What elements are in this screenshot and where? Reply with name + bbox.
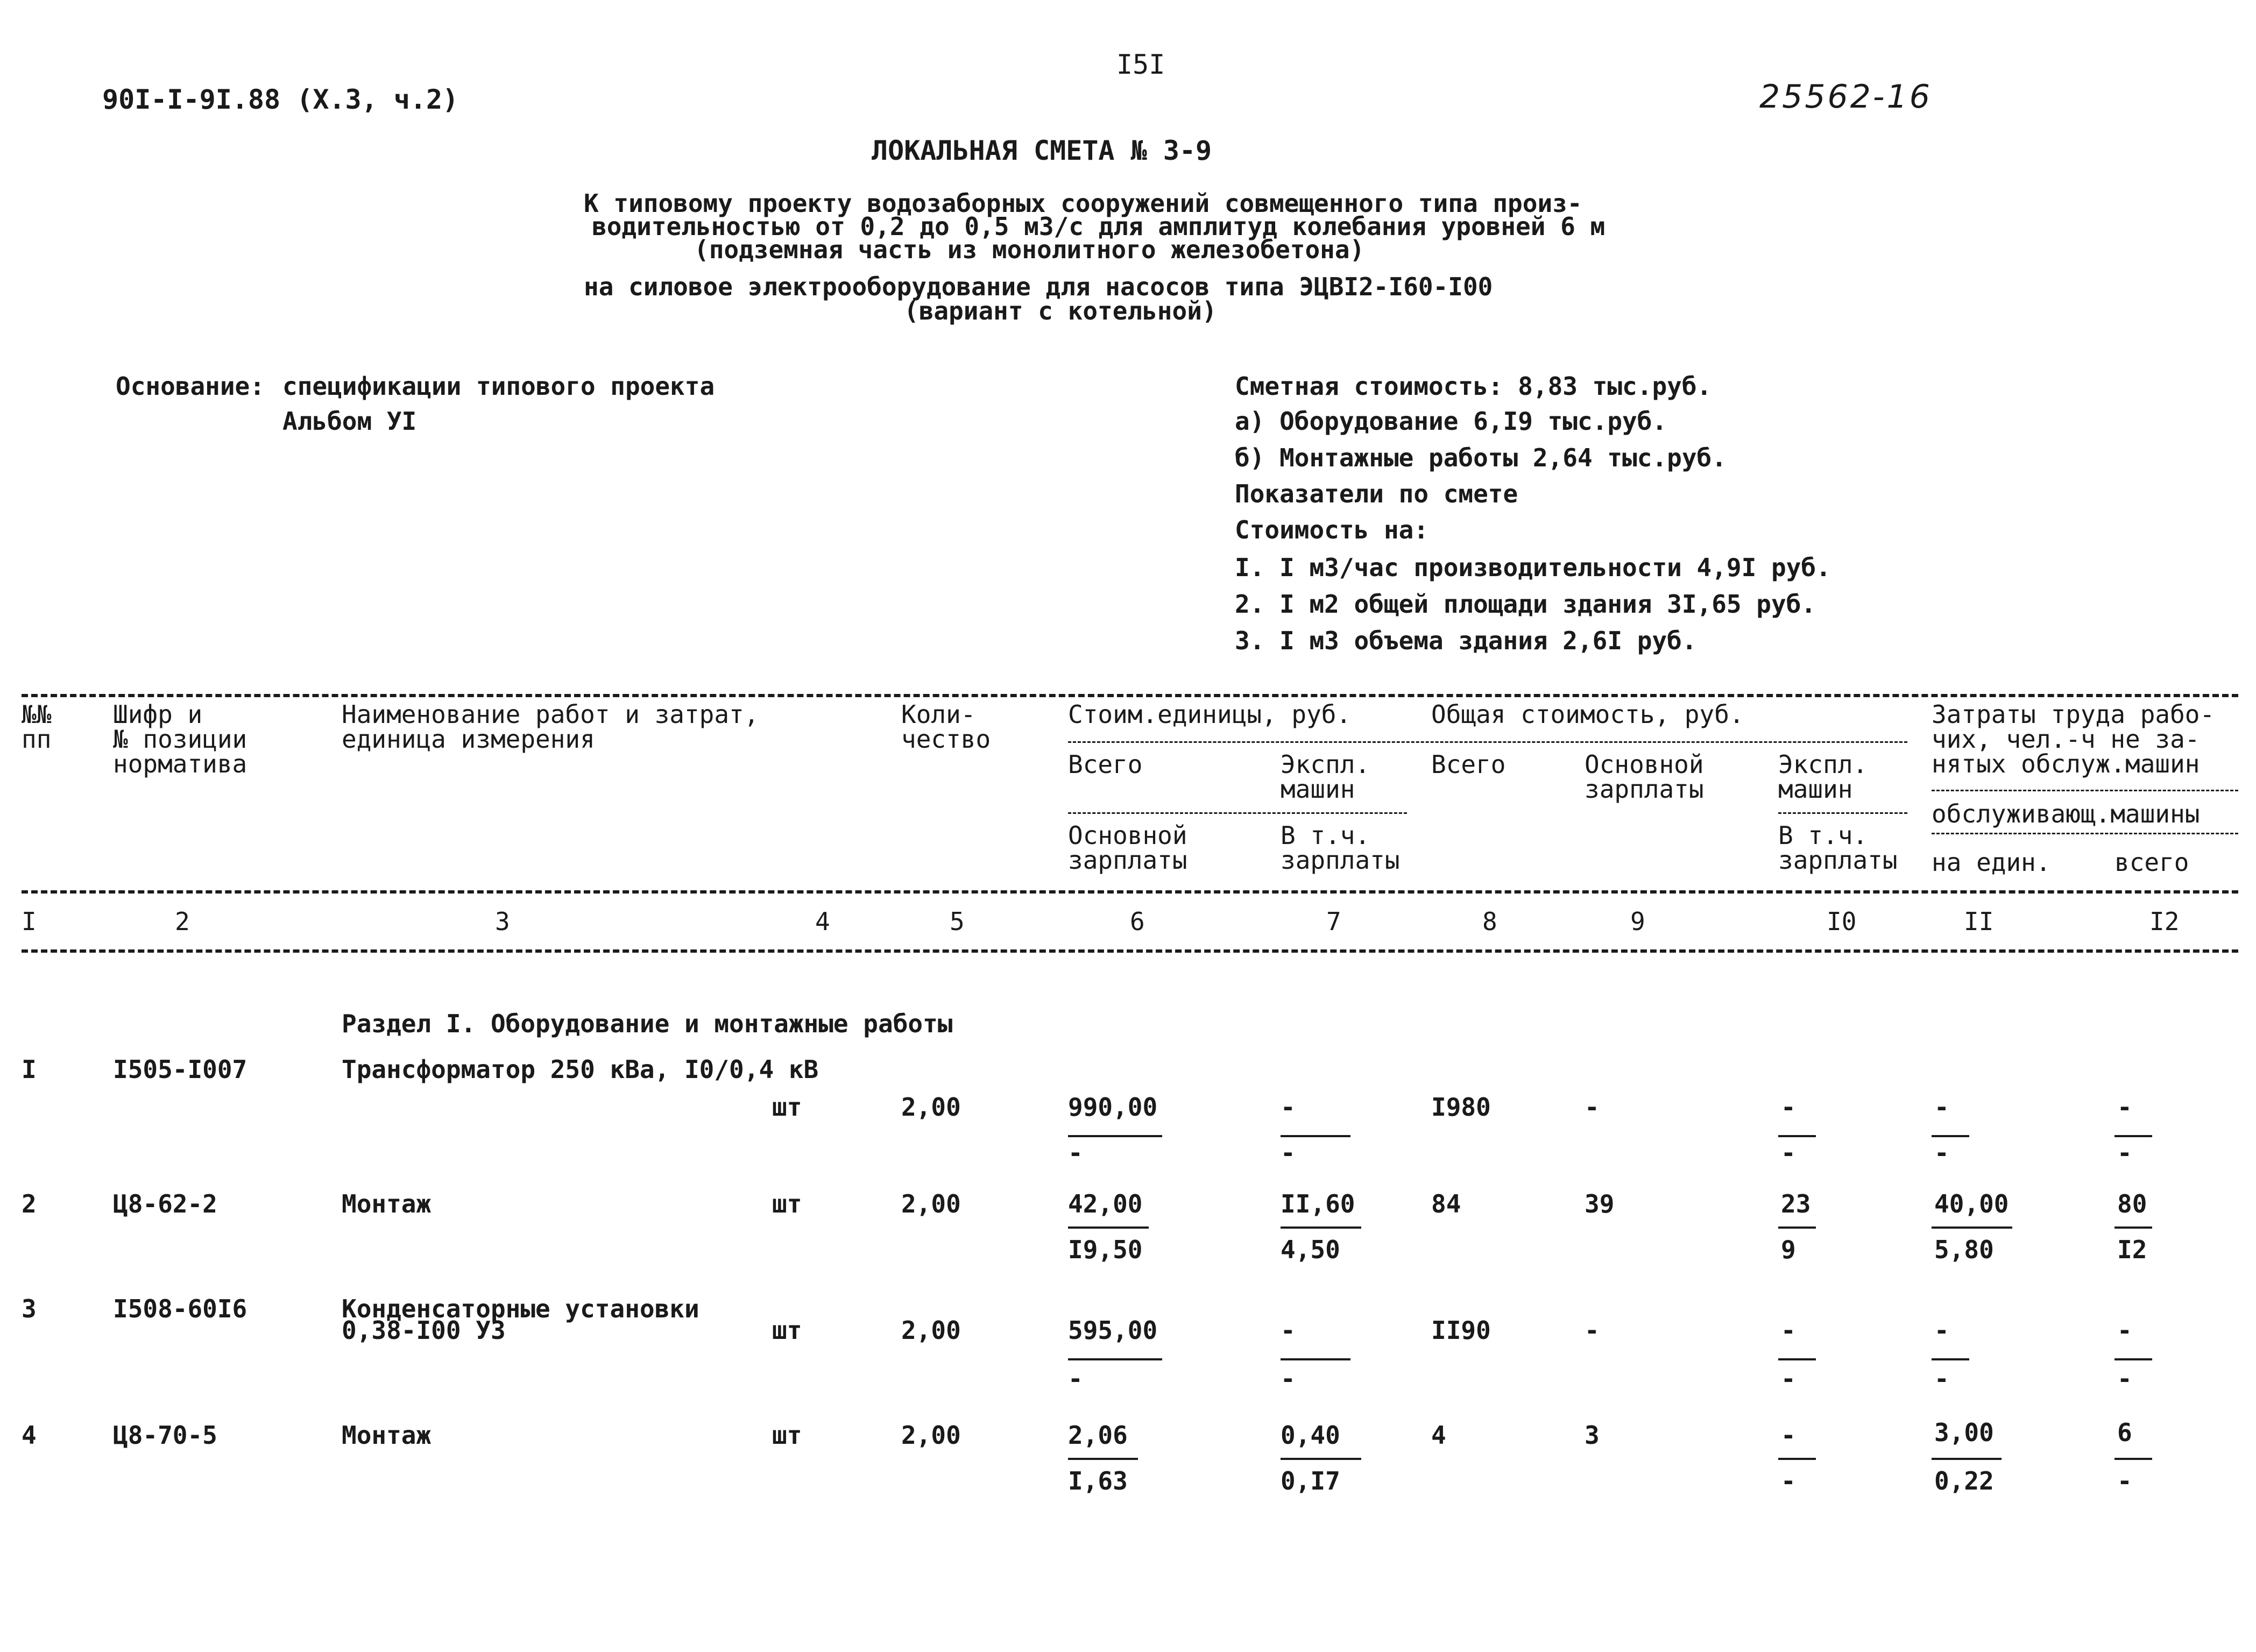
page-number: I5I bbox=[1116, 49, 1165, 80]
cost-summary-8: 3. I м3 объема здания 2,6I руб. bbox=[1235, 626, 1697, 655]
total-wage: - bbox=[1585, 1093, 1600, 1122]
row-code: I508-60I6 bbox=[113, 1294, 247, 1323]
total-machine-wage: 9 bbox=[1781, 1235, 1796, 1264]
total-cost: 84 bbox=[1431, 1189, 1461, 1218]
header-name: Наименование работ и затрат, единица измерения bbox=[342, 700, 759, 754]
header-unit-sub-rule bbox=[1068, 812, 1407, 814]
total-wage: 39 bbox=[1585, 1189, 1615, 1218]
row-number: 4 bbox=[22, 1421, 37, 1450]
labor-machine-total: - bbox=[2117, 1466, 2132, 1495]
header-total-machine: Экспл. машин bbox=[1778, 750, 1868, 804]
header-total-total: Всего bbox=[1431, 750, 1506, 779]
header-unit-machine: Экспл. машин bbox=[1281, 750, 1370, 804]
total-machine: 23 bbox=[1781, 1189, 1811, 1218]
fraction-bar bbox=[1068, 1226, 1149, 1229]
row-unit: шт bbox=[772, 1093, 802, 1122]
unit-cost-wage: I9,50 bbox=[1068, 1235, 1143, 1264]
title-line-2: водительностью от 0,2 до 0,5 м3/с для амплитуд колебания уровней 6 м bbox=[592, 212, 1606, 241]
cost-summary-2: а) Оборудование 6,I9 тыс.руб. bbox=[1235, 407, 1667, 436]
row-unit: шт bbox=[772, 1316, 802, 1345]
header-unit-wage: Основной зарплаты bbox=[1068, 821, 1187, 875]
row-code: I505-I007 bbox=[113, 1055, 247, 1084]
total-cost: II90 bbox=[1431, 1316, 1491, 1345]
header-total-sub-rule bbox=[1778, 812, 1907, 814]
unit-cost-wage: - bbox=[1068, 1364, 1083, 1393]
title-line-5: (вариант с котельной) bbox=[904, 296, 1217, 325]
total-machine: - bbox=[1781, 1093, 1796, 1122]
fraction-bar bbox=[1778, 1458, 1816, 1460]
labor-total: 6 bbox=[2117, 1418, 2132, 1447]
fraction-bar bbox=[1932, 1358, 1969, 1360]
title-line-3: (подземная часть из монолитного железобетона) bbox=[694, 235, 1365, 264]
column-number-7: 7 bbox=[1326, 907, 1341, 936]
header-total-wage: Основной зарплаты bbox=[1585, 750, 1704, 804]
cost-summary-4: Показатели по смете bbox=[1235, 479, 1518, 508]
column-numbers-bottom-rule bbox=[22, 949, 2238, 953]
column-number-2: 2 bbox=[175, 907, 190, 936]
row-name: Монтаж bbox=[342, 1421, 432, 1450]
header-labor-per-unit: на един. bbox=[1932, 848, 2051, 877]
header-total-incl-wage: В т.ч. зарплаты bbox=[1778, 821, 1898, 875]
unit-cost-total: 42,00 bbox=[1068, 1189, 1143, 1218]
column-number-11: II bbox=[1964, 907, 1994, 936]
total-machine-wage: - bbox=[1781, 1138, 1796, 1167]
fraction-bar bbox=[1932, 1135, 1969, 1137]
header-labor-rule-2 bbox=[1932, 833, 2238, 834]
total-wage: - bbox=[1585, 1316, 1600, 1345]
unit-machine: - bbox=[1281, 1316, 1296, 1345]
unit-machine-wage: - bbox=[1281, 1138, 1296, 1167]
column-number-5: 5 bbox=[950, 907, 965, 936]
header-unit-incl-wage: В т.ч. зарплаты bbox=[1281, 821, 1400, 875]
fraction-bar bbox=[1281, 1358, 1350, 1360]
total-machine: - bbox=[1781, 1316, 1796, 1345]
total-cost: 4 bbox=[1431, 1421, 1446, 1450]
fraction-bar bbox=[1932, 1458, 2002, 1460]
fraction-bar bbox=[2114, 1358, 2152, 1360]
unit-cost-total: 595,00 bbox=[1068, 1316, 1158, 1345]
fraction-bar bbox=[1778, 1358, 1816, 1360]
document-code: 90I-I-9I.88 (Х.3, ч.2) bbox=[102, 84, 459, 115]
labor-per-unit: 3,00 bbox=[1934, 1418, 1994, 1447]
section-title: Раздел I. Оборудование и монтажные работы bbox=[342, 1009, 953, 1038]
header-labor-machine: обслуживающ.машины bbox=[1932, 799, 2200, 828]
labor-machine-total: I2 bbox=[2117, 1235, 2147, 1264]
table-top-rule bbox=[22, 694, 2238, 697]
header-unit-total: Всего bbox=[1068, 750, 1143, 779]
header-labor-total: всего bbox=[2114, 848, 2189, 877]
row-number: 2 bbox=[22, 1189, 37, 1218]
cost-summary-6: I. I м3/час производительности 4,9I руб. bbox=[1235, 553, 1831, 582]
row-code: Ц8-62-2 bbox=[113, 1189, 217, 1218]
fraction-bar bbox=[1068, 1458, 1138, 1460]
column-number-1: I bbox=[22, 907, 37, 936]
column-number-9: 9 bbox=[1630, 907, 1645, 936]
header-code: Шифр и № позиции норматива bbox=[113, 700, 247, 778]
header-labor: Затраты труда рабо- чих, чел.-ч не за- нятых обслуж.машин bbox=[1932, 700, 2215, 778]
column-number-6: 6 bbox=[1130, 907, 1145, 936]
labor-machine-per-unit: - bbox=[1934, 1138, 1949, 1167]
fraction-bar bbox=[1778, 1226, 1816, 1229]
fraction-bar bbox=[1281, 1226, 1361, 1229]
labor-machine-total: - bbox=[2117, 1138, 2132, 1167]
header-number: №№ пп bbox=[22, 700, 52, 754]
column-numbers-top-rule bbox=[22, 890, 2238, 894]
row-name-line-2: 0,38-I00 УЗ bbox=[342, 1316, 506, 1345]
row-quantity: 2,00 bbox=[901, 1316, 961, 1345]
column-number-3: 3 bbox=[495, 907, 510, 936]
handwritten-number: 25562-16 bbox=[1759, 78, 1932, 116]
labor-total: - bbox=[2117, 1316, 2132, 1345]
fraction-bar bbox=[1281, 1458, 1361, 1460]
row-name: Монтаж bbox=[342, 1189, 432, 1218]
title-line-1: К типовому проекту водозаборных сооружений совмещенного типа произ- bbox=[584, 189, 1582, 218]
cost-summary-1: Сметная стоимость: 8,83 тыс.руб. bbox=[1235, 372, 1712, 401]
cost-summary-5: Стоимость на: bbox=[1235, 515, 1429, 544]
column-number-10: I0 bbox=[1827, 907, 1857, 936]
unit-machine-wage: - bbox=[1281, 1364, 1296, 1393]
unit-machine: II,60 bbox=[1281, 1189, 1355, 1218]
cost-summary-7: 2. I м2 общей площади здания 3I,65 руб. bbox=[1235, 590, 1816, 619]
header-unit-cost: Стоим.единицы, руб. bbox=[1068, 700, 1352, 729]
column-number-8: 8 bbox=[1482, 907, 1497, 936]
row-number: 3 bbox=[22, 1294, 37, 1323]
unit-cost-total: 2,06 bbox=[1068, 1421, 1128, 1450]
unit-cost-wage: I,63 bbox=[1068, 1466, 1128, 1495]
column-number-12: I2 bbox=[2149, 907, 2180, 936]
total-cost: I980 bbox=[1431, 1093, 1491, 1122]
unit-cost-total: 990,00 bbox=[1068, 1093, 1158, 1122]
labor-total: - bbox=[2117, 1093, 2132, 1122]
row-name: Трансформатор 250 кВа, I0/0,4 кВ bbox=[342, 1055, 819, 1084]
title-line-4: на силовое электрооборудование для насосов типа ЭЦВI2-I60-I00 bbox=[584, 272, 1493, 301]
labor-machine-per-unit: 0,22 bbox=[1934, 1466, 1994, 1495]
labor-total: 80 bbox=[2117, 1189, 2147, 1218]
labor-per-unit: 40,00 bbox=[1934, 1189, 2009, 1218]
header-labor-rule-1 bbox=[1932, 790, 2238, 791]
unit-machine-wage: 0,I7 bbox=[1281, 1466, 1340, 1495]
total-wage: 3 bbox=[1585, 1421, 1600, 1450]
fraction-bar bbox=[1068, 1358, 1162, 1360]
unit-machine: 0,40 bbox=[1281, 1421, 1340, 1450]
fraction-bar bbox=[2114, 1226, 2152, 1229]
fraction-bar bbox=[1932, 1226, 2012, 1229]
header-total-cost: Общая стоимость, руб. bbox=[1431, 700, 1744, 729]
total-machine-wage: - bbox=[1781, 1364, 1796, 1393]
labor-machine-total: - bbox=[2117, 1364, 2132, 1393]
labor-per-unit: - bbox=[1934, 1316, 1949, 1345]
column-number-4: 4 bbox=[815, 907, 830, 936]
fraction-bar bbox=[1068, 1135, 1162, 1137]
row-quantity: 2,00 bbox=[901, 1093, 961, 1122]
fraction-bar bbox=[2114, 1135, 2152, 1137]
unit-machine-wage: 4,50 bbox=[1281, 1235, 1340, 1264]
row-code: Ц8-70-5 bbox=[113, 1421, 217, 1450]
fraction-bar bbox=[1281, 1135, 1350, 1137]
unit-cost-wage: - bbox=[1068, 1138, 1083, 1167]
row-name: Конденсаторные установки bbox=[342, 1294, 699, 1323]
cost-summary-3: б) Монтажные работы 2,64 тыс.руб. bbox=[1235, 443, 1727, 472]
row-quantity: 2,00 bbox=[901, 1189, 961, 1218]
estimate-title: ЛОКАЛЬНАЯ СМЕТА № 3-9 bbox=[872, 135, 1212, 166]
unit-machine: - bbox=[1281, 1093, 1296, 1122]
row-number: I bbox=[22, 1055, 37, 1084]
basis-text-1: спецификации типового проекта bbox=[282, 372, 715, 401]
header-quantity: Коли- чество bbox=[901, 700, 991, 754]
labor-per-unit: - bbox=[1934, 1093, 1949, 1122]
fraction-bar bbox=[1778, 1135, 1816, 1137]
basis-text-2: Альбом УI bbox=[282, 407, 417, 436]
header-cost-rule bbox=[1068, 741, 1907, 743]
row-unit: шт bbox=[772, 1421, 802, 1450]
labor-machine-per-unit: 5,80 bbox=[1934, 1235, 1994, 1264]
total-machine-wage: - bbox=[1781, 1466, 1796, 1495]
basis-label: Основание: bbox=[116, 372, 265, 401]
row-quantity: 2,00 bbox=[901, 1421, 961, 1450]
total-machine: - bbox=[1781, 1421, 1796, 1450]
fraction-bar bbox=[2114, 1458, 2152, 1460]
row-unit: шт bbox=[772, 1189, 802, 1218]
labor-machine-per-unit: - bbox=[1934, 1364, 1949, 1393]
